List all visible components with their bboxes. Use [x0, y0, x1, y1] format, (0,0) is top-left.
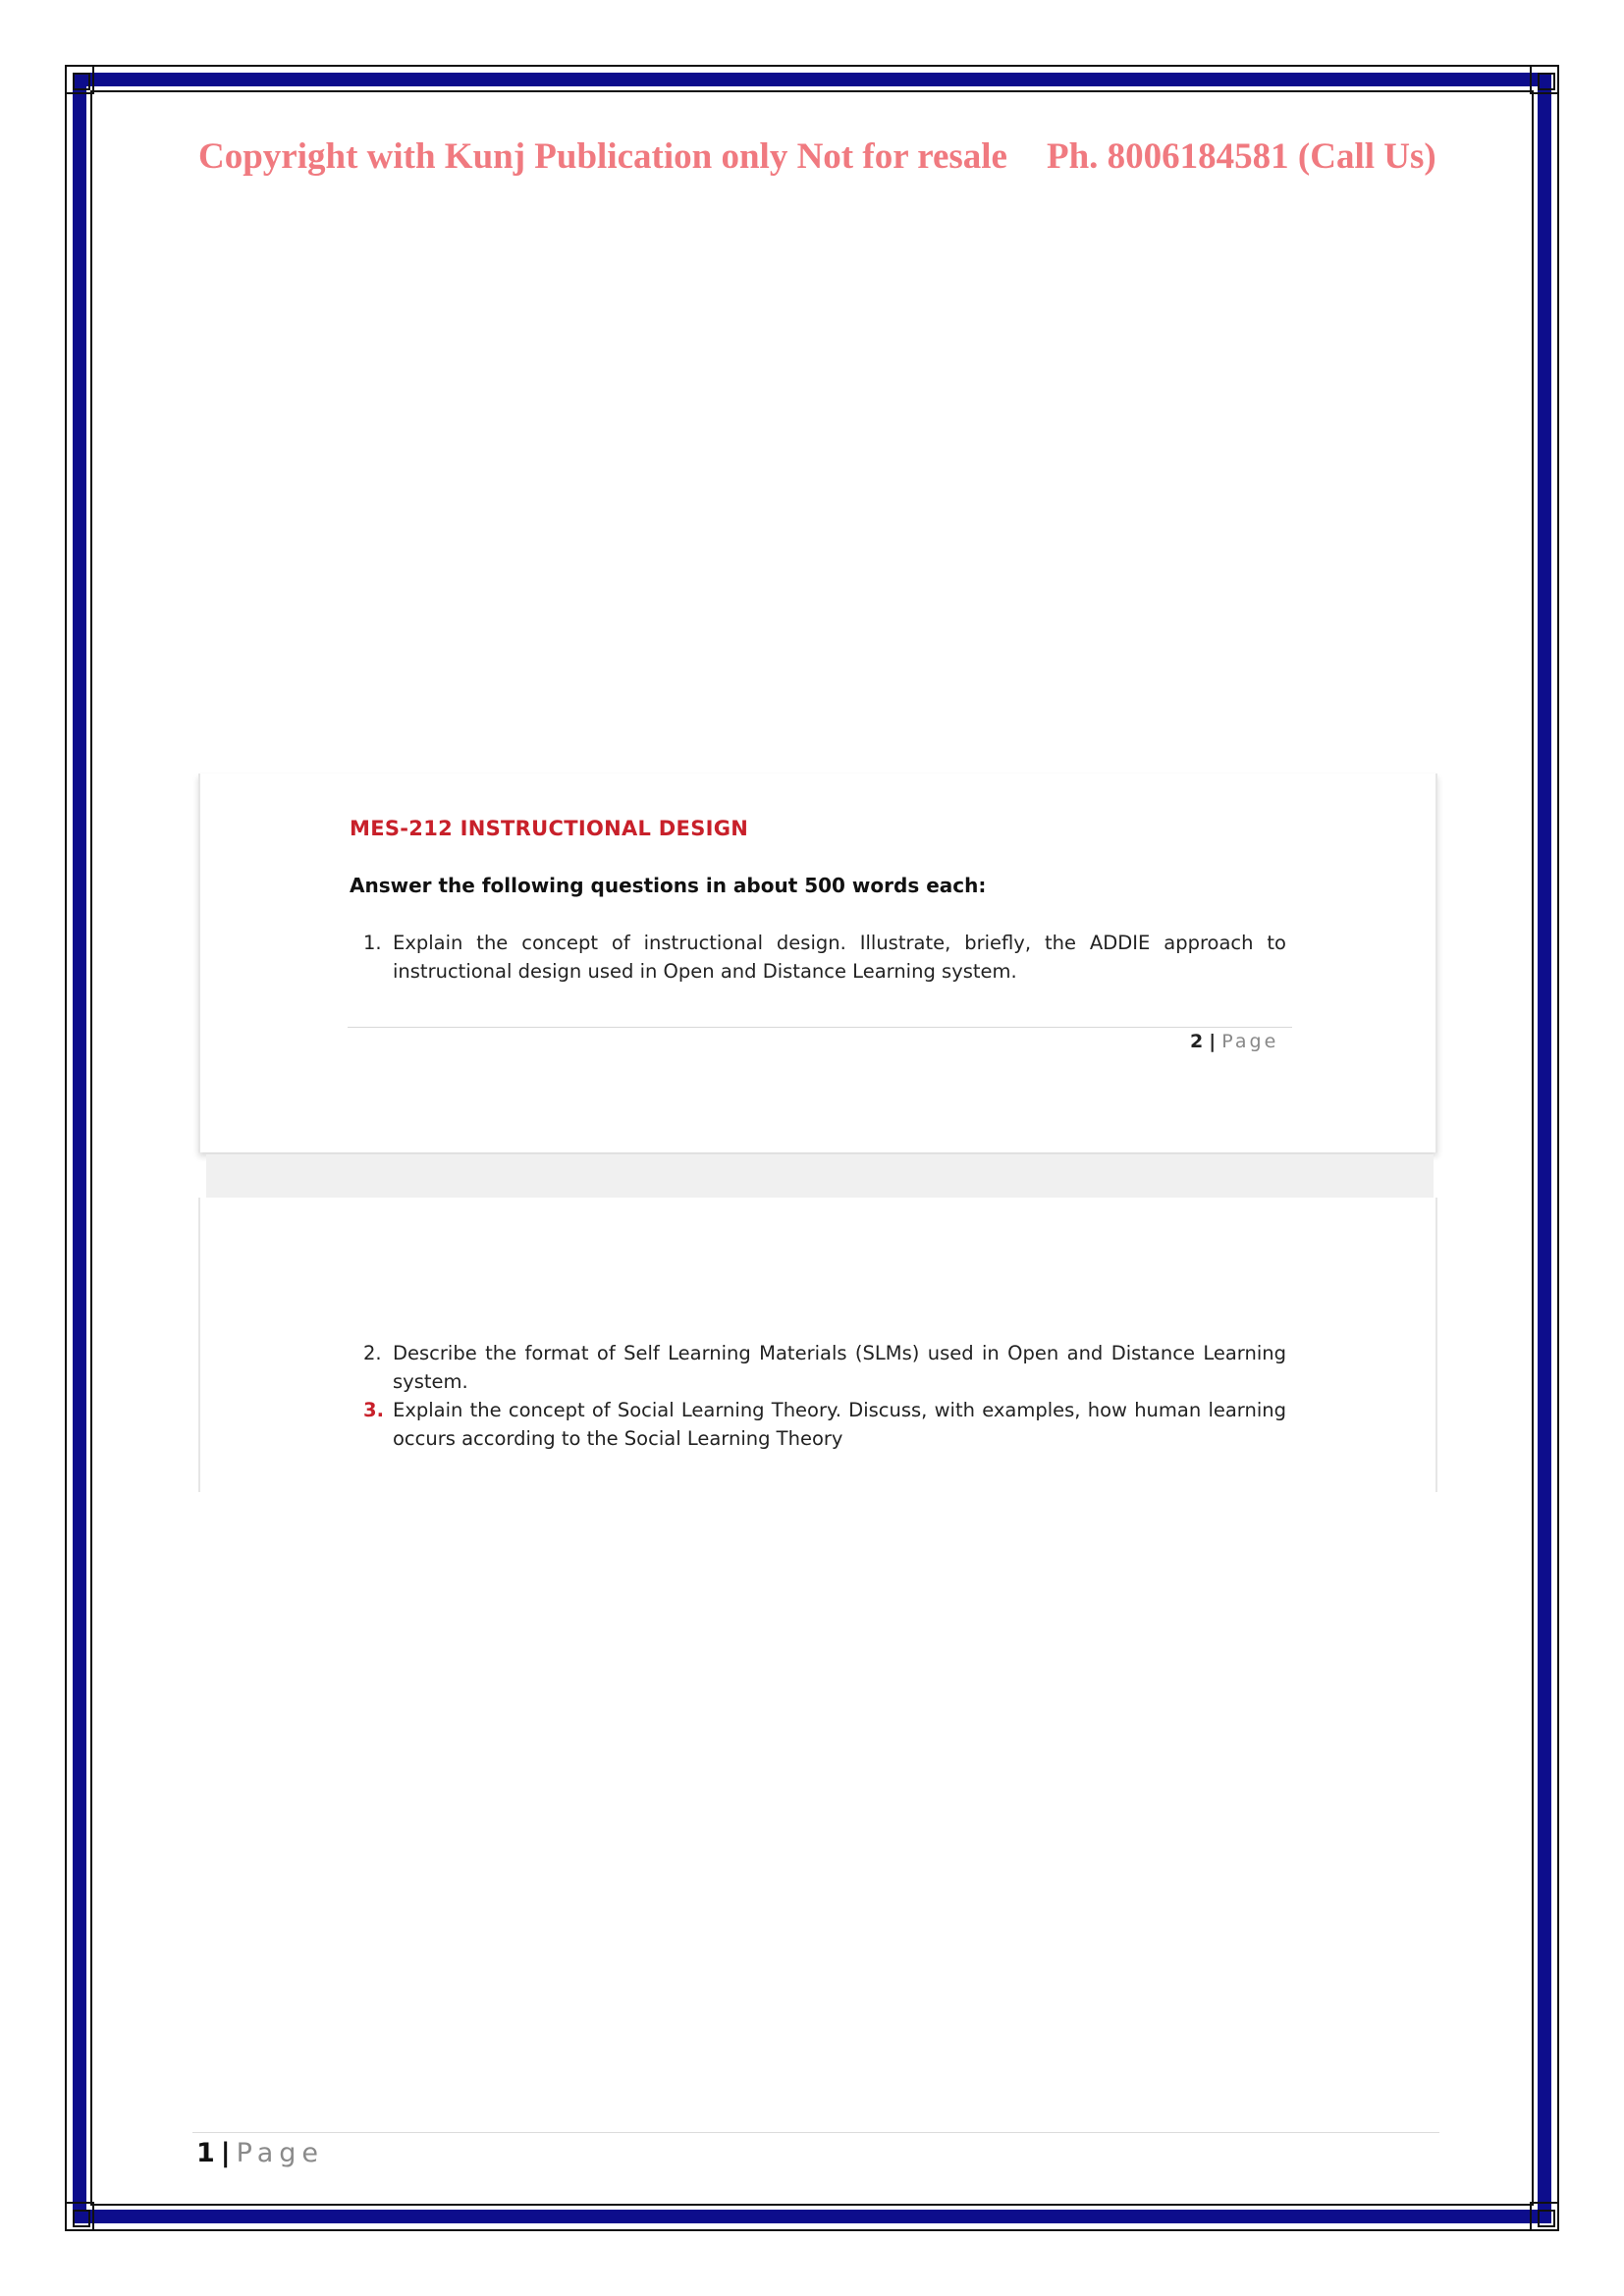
footer-rule — [192, 2132, 1439, 2133]
contact-phone: Ph. 8006184581 (Call Us) — [1047, 136, 1436, 177]
question-2 — [363, 1339, 1286, 1396]
footer-page-number — [196, 2138, 324, 2168]
page-number-value: 1 — [196, 2138, 215, 2168]
embedded-page-gap — [206, 1154, 1434, 1198]
embedded-footer-rule — [348, 1027, 1292, 1028]
corner-ornament-top-right — [1530, 65, 1559, 94]
question-number: 3. — [363, 1399, 384, 1421]
corner-ornament-top-left — [65, 65, 94, 94]
page-separator: | — [220, 2138, 231, 2168]
question-number: 2. — [363, 1342, 382, 1364]
corner-ornament-bottom-left — [65, 2202, 94, 2231]
embedded-page-number — [1190, 1031, 1278, 1052]
instruction-text: Answer the following questions in about 500 words each: — [350, 874, 987, 897]
page-label: Page — [1221, 1031, 1279, 1052]
question-text: Explain the concept of instructional design. Illustrate, briefly, the ADDIE approach to instructional design used in Open and Distance Learning system. — [393, 932, 1286, 983]
question-text: Explain the concept of Social Learning Theory. Discuss, with examples, how human learning occurs according to the Social Learning Theory — [393, 1399, 1286, 1450]
question-3 — [363, 1396, 1286, 1453]
corner-ornament-bottom-right — [1530, 2202, 1559, 2231]
question-text: Describe the format of Self Learning Materials (SLMs) used in Open and Distance Learning system. — [393, 1342, 1286, 1393]
copyright-notice: Copyright with Kunj Publication only Not for resale — [198, 136, 1007, 177]
course-title: MES-212 INSTRUCTIONAL DESIGN — [350, 817, 749, 840]
page-number-value: 2 — [1190, 1031, 1204, 1052]
question-number: 1. — [363, 932, 382, 954]
page-label: Page — [236, 2138, 325, 2168]
question-1 — [363, 929, 1286, 986]
page-separator: | — [1209, 1031, 1217, 1052]
